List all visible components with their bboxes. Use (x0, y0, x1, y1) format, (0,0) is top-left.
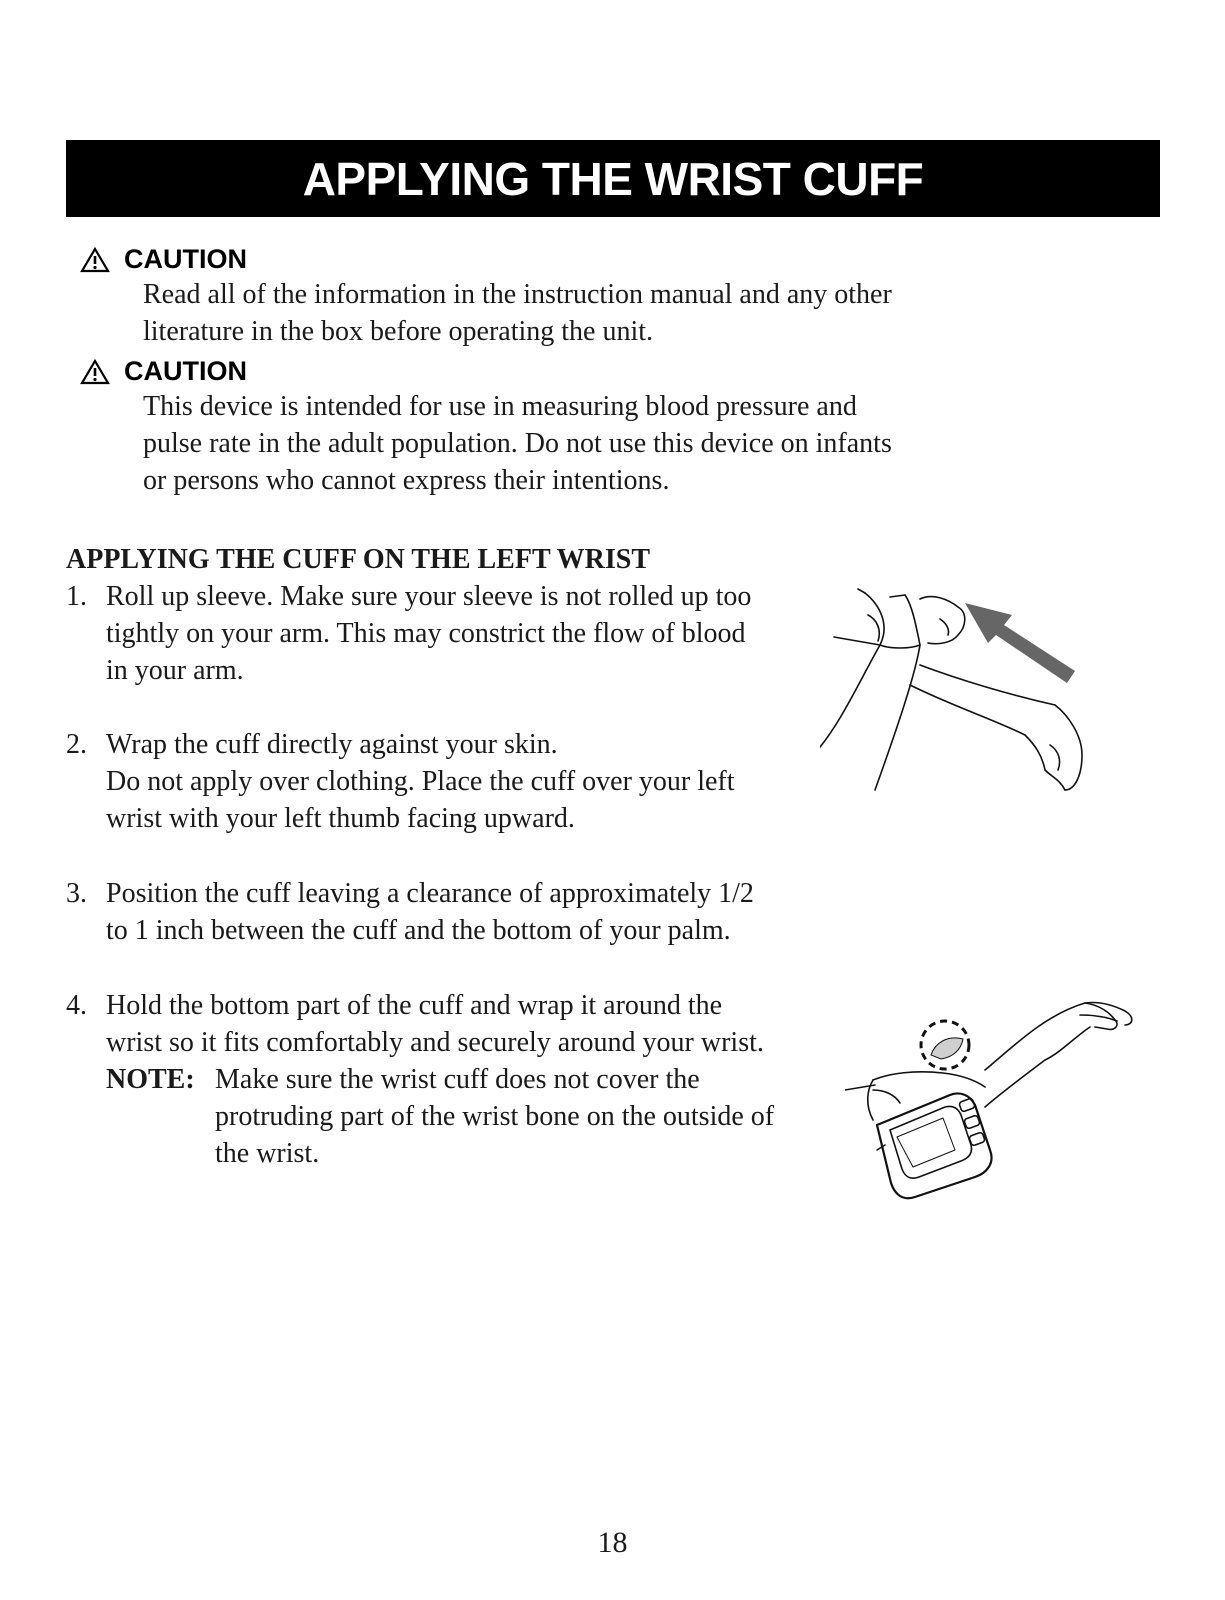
note-label: NOTE: (106, 1064, 195, 1095)
text-line: Wrap the cuff directly against your skin. (106, 729, 558, 760)
step-2 (66, 726, 906, 837)
text-line: pulse rate in the adult population. Do not use this device on infants (143, 428, 892, 459)
caution-label: CAUTION (124, 356, 247, 386)
text-line: wrist so it fits comfortably and securely around your wrist. (106, 1027, 764, 1058)
rolled-sleeve-arm-illustration (820, 585, 1120, 815)
text-line: wrist with your left thumb facing upward. (106, 803, 575, 834)
caution-text-1 (143, 276, 892, 350)
text-line: in your arm. (106, 655, 244, 686)
caution-text-2 (143, 388, 892, 499)
caution-heading-2 (80, 356, 247, 387)
warning-triangle-icon (80, 247, 110, 273)
text-line: Position the cuff leaving a clearance of approximately 1/2 (106, 878, 754, 909)
text-line: This device is intended for use in measuring blood pressure and (143, 391, 857, 422)
step-number: 4. (66, 990, 87, 1021)
warning-triangle-icon (80, 359, 110, 385)
caution-heading-1 (80, 244, 247, 275)
text-line: Roll up sleeve. Make sure your sleeve is not rolled up too (106, 581, 752, 612)
text-line: literature in the box before operating the unit. (143, 316, 654, 347)
note (106, 1061, 906, 1172)
section-title: APPLYING THE CUFF ON THE LEFT WRIST (66, 544, 650, 575)
text-line: Do not apply over clothing. Place the cuff over your left (106, 766, 735, 797)
wrist-cuff-device-illustration (845, 995, 1155, 1220)
page-title: APPLYING THE WRIST CUFF (302, 152, 924, 205)
text-line: Hold the bottom part of the cuff and wrap it around the (106, 990, 723, 1021)
step-number: 1. (66, 581, 87, 612)
text-line: protruding part of the wrist bone on the outside of (215, 1101, 775, 1132)
step-number: 3. (66, 878, 87, 909)
text-line: Make sure the wrist cuff does not cover the (215, 1064, 700, 1095)
caution-label: CAUTION (124, 244, 247, 274)
page-number: 18 (597, 1526, 628, 1559)
step-4 (66, 987, 906, 1172)
step-3 (66, 875, 906, 949)
step-1 (66, 578, 906, 689)
step-number: 2. (66, 729, 87, 760)
text-line: or persons who cannot express their intentions. (143, 465, 670, 496)
page-header (66, 140, 1160, 217)
text-line: to 1 inch between the cuff and the bottom of your palm. (106, 915, 731, 946)
text-line: the wrist. (215, 1138, 320, 1169)
text-line: Read all of the information in the instruction manual and any other (143, 279, 892, 310)
text-line: tightly on your arm. This may constrict the flow of blood (106, 618, 746, 649)
